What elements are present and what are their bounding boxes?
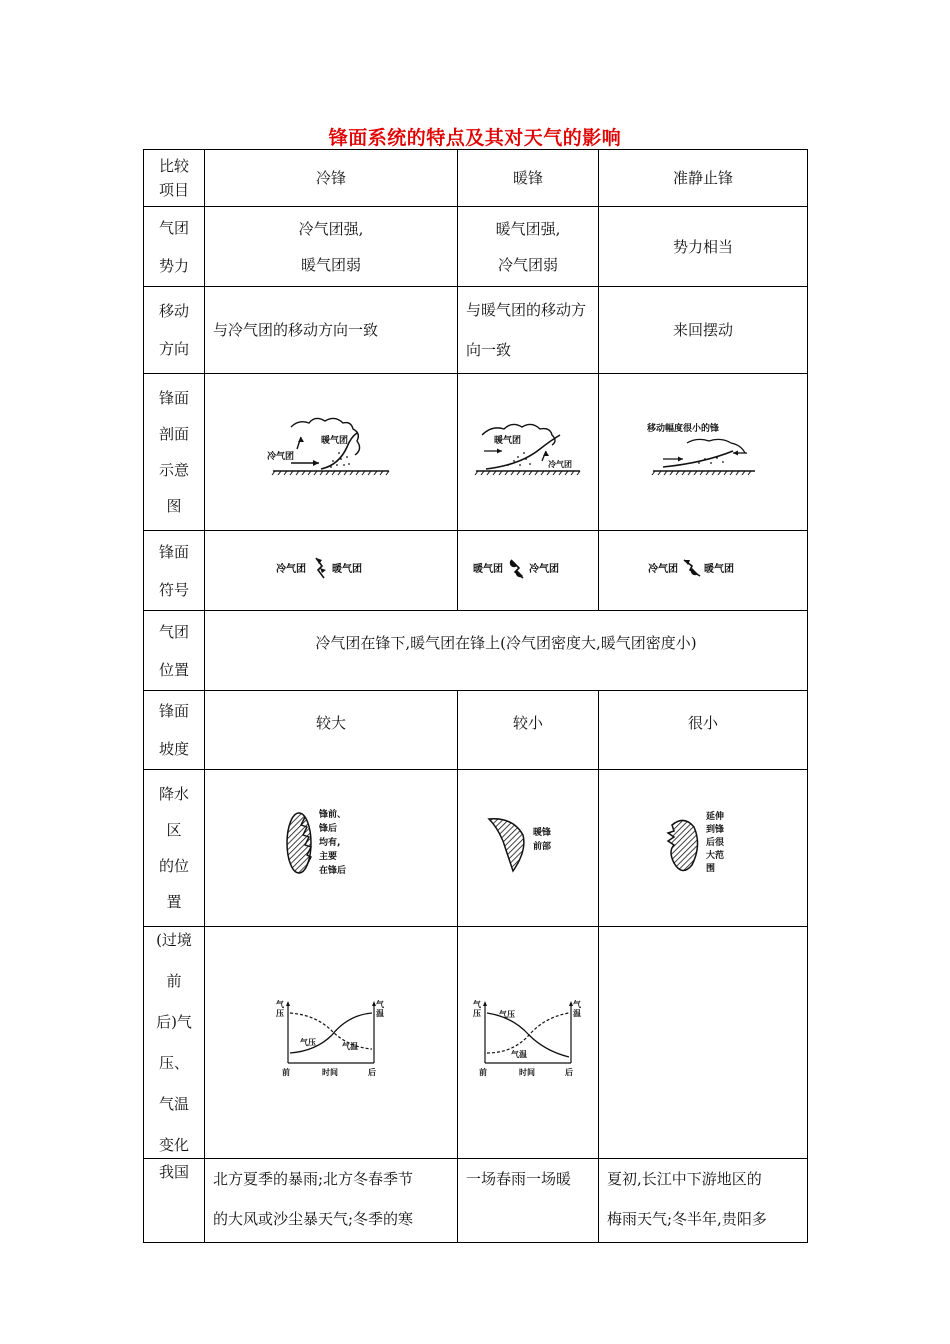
symbol-label: 冷气团 <box>276 564 306 575</box>
row-label: 我国 <box>144 1159 205 1243</box>
row-air-mass-strength <box>144 207 808 287</box>
warm-precipitation-diagram <box>483 805 573 885</box>
row-label <box>144 374 205 531</box>
cell-line: 冷气团强, <box>298 219 364 238</box>
diagram-label: 大范 <box>706 850 725 861</box>
stationary-precipitation-diagram <box>658 805 748 885</box>
axis-label: 温 <box>376 1009 384 1018</box>
row-label <box>144 207 205 287</box>
row-label-line: 变化 <box>158 1136 189 1154</box>
diagram-label: 移动幅度很小的锋 <box>647 423 720 434</box>
row-label-line: 位置 <box>158 660 189 679</box>
axis-label: 后 <box>565 1068 573 1077</box>
row-label-line: 气团 <box>158 622 189 641</box>
diagram-label: 锋后 <box>319 823 338 834</box>
diagram-label: 在锋后 <box>319 865 347 876</box>
cell-warm <box>458 927 599 1159</box>
cell-line: 的大风或沙尘暴天气;冬季的寒 <box>213 1210 414 1228</box>
row-label <box>144 691 205 770</box>
cell-cold <box>205 927 458 1159</box>
diagram-label: 暖锋 <box>533 827 552 838</box>
cold-front-symbol <box>276 552 386 582</box>
front-comparison-table <box>143 149 808 1243</box>
row-label-line: 区 <box>166 821 182 839</box>
cell-warm <box>458 374 599 531</box>
row-pressure-temperature-change <box>144 927 808 1159</box>
cell-cold <box>205 207 458 287</box>
row-label-line: 剖面 <box>158 425 189 443</box>
row-label-line: 气团 <box>158 218 189 237</box>
warm-front-symbol <box>473 552 583 582</box>
header-row <box>144 150 808 207</box>
row-label <box>144 531 205 611</box>
symbol-label: 冷气团 <box>529 564 559 575</box>
symbol-label: 暖气团 <box>332 564 362 575</box>
row-label-line: (过境 <box>156 931 192 949</box>
cell-line: 暖气团强, <box>495 219 561 238</box>
symbol-label: 冷气团 <box>648 564 678 575</box>
row-label <box>144 287 205 374</box>
cell-warm: 较小 <box>458 691 599 770</box>
cell-line: 暖气团弱 <box>300 255 361 274</box>
cell-line: 冷气团弱 <box>497 255 558 274</box>
curve-label: 气温 <box>511 1050 527 1059</box>
cell-cold <box>205 1159 458 1243</box>
cell-cold <box>205 770 458 927</box>
cell-line: 梅雨天气;冬半年,贵阳多 <box>607 1210 767 1228</box>
row-air-mass-position <box>144 611 808 691</box>
row-label-line: 示意 <box>158 461 189 479</box>
cell-warm <box>458 770 599 927</box>
axis-label: 后 <box>368 1068 376 1077</box>
cell-line: 夏初,长江中下游地区的 <box>607 1170 762 1188</box>
symbol-label: 暖气团 <box>473 564 503 575</box>
axis-label: 前 <box>479 1068 487 1077</box>
warm-pressure-temp-graph <box>473 999 583 1079</box>
header-cell-item <box>144 150 205 207</box>
row-label-line: 符号 <box>158 580 189 599</box>
page-title: 锋面系统的特点及其对天气的影响 <box>328 127 622 149</box>
axis-label: 时间 <box>322 1068 338 1077</box>
cell-stationary: 很小 <box>599 691 808 770</box>
row-front-slope <box>144 691 808 770</box>
row-label-line: 置 <box>166 893 182 911</box>
curve-label: 气压 <box>499 1010 515 1019</box>
row-label-line: 降水 <box>158 785 189 803</box>
cell-stationary <box>599 531 808 611</box>
cell-cold <box>205 531 458 611</box>
diagram-label: 到锋 <box>706 824 725 835</box>
cold-front-section-diagram <box>261 409 401 489</box>
stationary-front-symbol <box>648 552 758 582</box>
cell-warm <box>458 207 599 287</box>
header-stationary-front: 准静止锋 <box>599 150 808 207</box>
diagram-label: 冷气团 <box>548 459 572 469</box>
cell-stationary: 来回摆动 <box>599 287 808 374</box>
row-label-line: 移动 <box>158 302 189 320</box>
curve-label: 气压 <box>300 1038 316 1047</box>
diagram-label: 后很 <box>706 837 725 848</box>
curve-label: 气温 <box>342 1042 358 1051</box>
diagram-label: 主要 <box>319 851 338 862</box>
axis-label: 气 <box>573 1000 581 1009</box>
row-precipitation-area <box>144 770 808 927</box>
cell-cold <box>205 374 458 531</box>
cell-merged: 冷气团在锋下,暖气团在锋上(冷气团密度大,暖气团密度小) <box>205 611 808 691</box>
axis-label: 气 <box>276 1000 284 1009</box>
axis-label: 温 <box>573 1009 581 1018</box>
row-label-line: 锋面 <box>158 702 189 720</box>
symbol-label: 暖气团 <box>704 564 734 575</box>
cell-warm <box>458 531 599 611</box>
axis-label: 压 <box>276 1009 284 1018</box>
cell-warm: 一场春雨一场暖 <box>458 1159 599 1243</box>
axis-label: 时间 <box>519 1068 535 1077</box>
cell-cold: 与冷气团的移动方向一致 <box>205 287 458 374</box>
row-label-line: 方向 <box>158 340 189 358</box>
row-cross-section <box>144 374 808 531</box>
header-label-line: 比较 <box>158 157 189 175</box>
diagram-label: 均有, <box>319 837 341 848</box>
diagram-label: 冷气团 <box>267 451 295 462</box>
warm-front-section-diagram <box>468 409 588 489</box>
axis-label: 前 <box>282 1068 290 1077</box>
row-label-line: 前 <box>166 972 182 990</box>
stationary-front-section-diagram <box>643 409 763 489</box>
axis-label: 压 <box>473 1009 481 1018</box>
cold-pressure-temp-graph <box>276 999 386 1079</box>
row-label-line: 势力 <box>158 256 189 275</box>
diagram-label: 暖气团 <box>494 435 522 446</box>
row-label-line: 的位 <box>158 857 189 875</box>
cell-stationary <box>599 1159 808 1243</box>
row-label-line: 后)气 <box>156 1013 192 1031</box>
row-china-examples <box>144 1159 808 1243</box>
row-label-line: 气温 <box>158 1095 189 1113</box>
cell-stationary <box>599 374 808 531</box>
row-label-line: 锋面 <box>158 542 189 561</box>
row-label-line: 坡度 <box>158 740 189 758</box>
diagram-label: 延伸 <box>706 811 725 822</box>
cold-precipitation-diagram <box>281 805 381 885</box>
axis-label: 气 <box>376 1000 384 1009</box>
diagram-label: 前部 <box>533 841 552 852</box>
row-label <box>144 770 205 927</box>
row-label <box>144 611 205 691</box>
row-label-line: 压、 <box>158 1054 189 1072</box>
axis-label: 气 <box>473 1000 481 1009</box>
cell-stationary: 势力相当 <box>599 207 808 287</box>
cell-line: 北方夏季的暴雨;北方冬春季节 <box>213 1170 414 1188</box>
cell-cold: 较大 <box>205 691 458 770</box>
header-cold-front: 冷锋 <box>205 150 458 207</box>
header-label-line: 项目 <box>158 181 189 199</box>
cell-warm: 与暖气团的移动方向一致 <box>458 287 599 374</box>
diagram-label: 暖气团 <box>321 435 349 446</box>
row-label-line: 锋面 <box>158 389 189 407</box>
row-label-line: 图 <box>166 497 182 515</box>
row-label <box>144 927 205 1159</box>
cell-stationary <box>599 770 808 927</box>
row-movement-direction <box>144 287 808 374</box>
cell-stationary <box>599 927 808 1159</box>
diagram-label: 围 <box>706 863 716 874</box>
header-warm-front: 暖锋 <box>458 150 599 207</box>
row-front-symbol <box>144 531 808 611</box>
diagram-label: 锋前、 <box>319 809 347 820</box>
